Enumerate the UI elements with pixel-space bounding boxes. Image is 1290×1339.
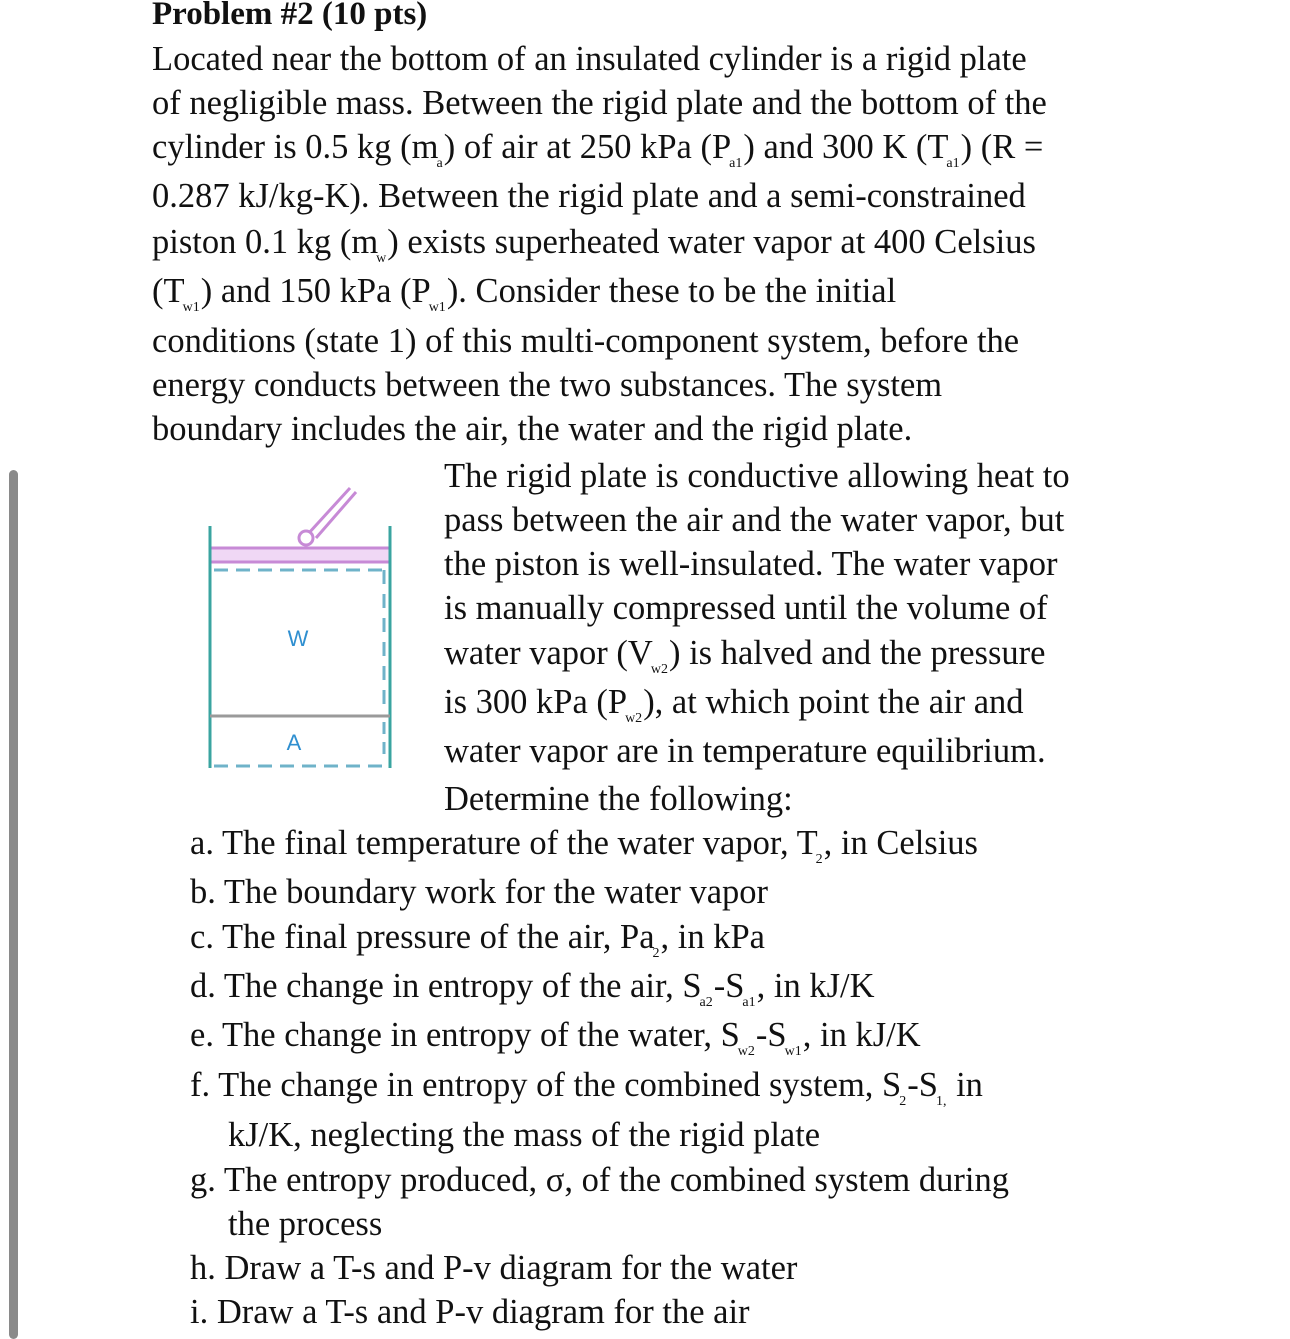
intro-line-3: cylinder is 0.5 kg $(m_a)$ of air at 250 kPa $(P_{a1})$ and 300 K $(T_{a1}) (R$ = [152,128,1044,171]
intro-line-5: piston 0.1 kg $(m_w)$ exists superheated water vapor at 400 Celsius [152,223,1036,266]
item-h: h. Draw a T-s and P-v diagram for the water [190,1249,798,1287]
item-g: g. The entropy produced, σ, of the combined system during [190,1161,1009,1199]
problem-title: Problem #2 (10 pts) [152,0,428,32]
side-line-3: the piston is well-insulated. The water vapor [444,545,1058,583]
item-f-line-2: kJ/K, neglecting the mass of the rigid plate [228,1116,821,1154]
piston-pivot [299,531,313,545]
water-label: W [287,626,309,651]
item-f: f. The change in entropy of the combined system, $S_2-S_{1,}$ in [190,1066,983,1109]
item-c: c. The final pressure of the air, $Pa_2$, in kPa [190,918,765,961]
intro-line-7: conditions (state 1) of this multi-component system, before the [152,322,1020,360]
side-line-6: is 300 kPa $(P_{w2})$, at which point the air and [444,683,1024,726]
item-b: b. The boundary work for the water vapor [190,873,769,911]
side-line-2: pass between the air and the water vapor, but [444,501,1065,539]
piston-rod [308,488,350,534]
air-label: A [286,730,302,755]
intro-line-4: 0.287 kJ/kg-K). Between the rigid plate and a semi-constrained [152,177,1026,215]
side-line-5: water vapor $(V_{w2})$ is halved and the pressure [444,634,1046,677]
intro-line-1: Located near the bottom of an insulated cylinder is a rigid plate [152,40,1027,78]
piston-plate [210,548,390,562]
intro-line-9: boundary includes the air, the water and the rigid plate. [152,410,913,448]
item-g-line-2: the process [228,1205,383,1243]
intro-line-8: energy conducts between the two substances. The system [152,366,943,404]
item-a: a. The final temperature of the water vapor, $T_2$, in Celsius [190,824,978,867]
side-line-8: Determine the following: [444,780,793,818]
cylinder-diagram [190,478,410,778]
side-line-4: is manually compressed until the volume of [444,589,1048,627]
scrollbar[interactable] [9,470,18,1339]
cylinder-diagram-svg [190,478,410,778]
side-line-1: The rigid plate is conductive allowing heat to [444,457,1070,495]
piston-rod-edge [316,492,356,538]
item-i: i. Draw a T-s and P-v diagram for the air [190,1293,750,1331]
side-line-7: water vapor are in temperature equilibrium. [444,732,1046,770]
item-d: d. The change in entropy of the air, $S_{a2}-S_{a1}$, in kJ/K [190,967,875,1010]
intro-line-6: $(T_{w1})$ and 150 kPa $(P_{w1})$. Consider these to be the initial [152,272,897,315]
intro-line-2: of negligible mass. Between the rigid plate and the bottom of the [152,84,1047,122]
item-e: e. The change in entropy of the water, $S_{w2}-S_{w1}$, in kJ/K [190,1016,921,1059]
